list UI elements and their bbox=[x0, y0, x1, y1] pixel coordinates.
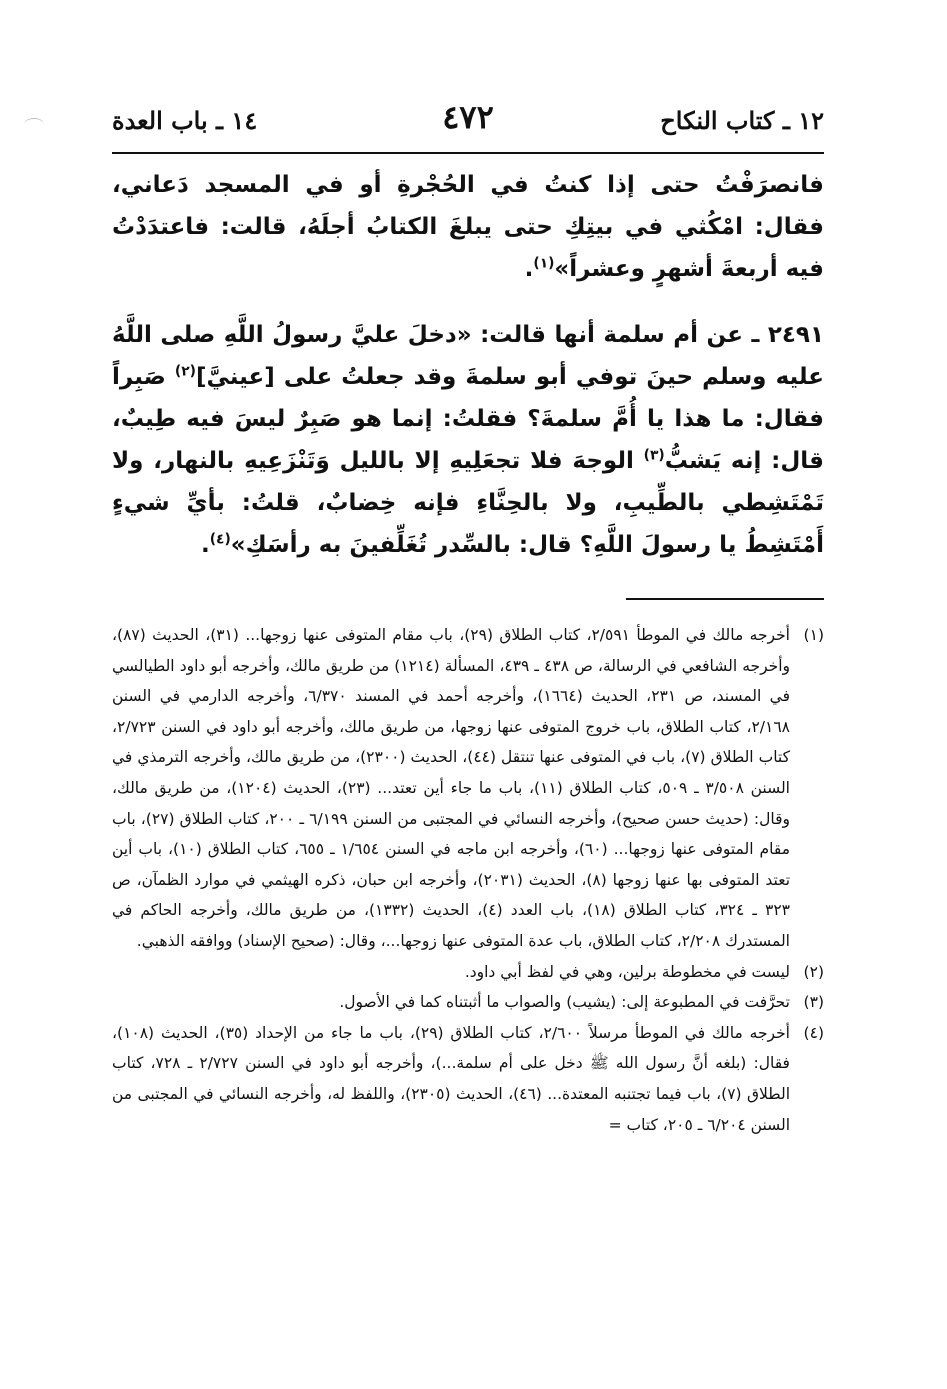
footnote-text: ليست في مخطوطة برلين، وهي في لفظ أبي داود. bbox=[464, 962, 790, 981]
footnote-ref-1: (١) bbox=[533, 255, 555, 272]
footnote-number: (٢) bbox=[803, 962, 824, 981]
footnote-number: (١) bbox=[803, 626, 824, 644]
paragraph-continuation: فانصرَفْتُ حتى إذا كنتُ في الحُجْرةِ أو في المسجد دَعاني، فقال: امْكُثي في بيتِكِ حتى يبلغَ الكتابُ أجلَهُ، قالت: فاعتدَدْتُ فيه أربعةَ أشهرٍ وعشراً»$^{(١)}$. bbox=[112, 172, 824, 282]
section-title: ١٤ ـ باب العدة bbox=[112, 106, 258, 135]
footnote-3 bbox=[112, 987, 824, 1018]
hadith-2491: ٢٤٩١ ـ عن أم سلمة أنها قالت: «دخلَ عليَّ رسولُ اللَّهِ صلى اللَّهُ عليه وسلم حينَ توفي أبو سلمةَ وقد جعلتُ على [عينيَّ]$^{(٢)}$ صَبِراً فقال: ما هذا يا أُمَّ سلمةَ؟ فقلتُ: إنما هو صَبِرٌ ليسَ فيه طِيبٌ، قال: إنه يَشبُّ$^{(٣)}$ الوجهَ فلا تجعَلِيهِ إلا بالليل وَتَنْزَعِيهِ بالنهار، ولا تَمْتَشِطي بالطِّيبِ، ولا بالحِنَّاءِ فإنه خِضابٌ، قلتُ: بأيِّ شيءٍ أَمْتَشِطُ يا رسولَ اللَّهِ؟ قال: بالسِّدر تُغَلِّفينَ به رأسَكِ»$^{(٤)}$. bbox=[112, 322, 825, 558]
footnote-ref-2: (٢) bbox=[174, 363, 196, 380]
footnote-rule bbox=[626, 598, 824, 600]
footnote-2 bbox=[112, 957, 824, 988]
header-rule bbox=[112, 152, 824, 154]
footnotes bbox=[112, 620, 824, 1140]
footnote-number: (٤) bbox=[803, 1023, 824, 1042]
footnote-4 bbox=[112, 1018, 824, 1140]
footnote-ref-3: (٣) bbox=[643, 447, 665, 464]
page-number: ٤٧٢ bbox=[442, 98, 494, 136]
running-header bbox=[112, 98, 824, 146]
main-text bbox=[112, 164, 824, 566]
footnote-1 bbox=[112, 620, 824, 957]
footnote-text: أخرجه مالك في الموطأ ٢/٥٩١، كتاب الطلاق (٢٩)، باب مقام المتوفى عنها زوجها... (٣١)، الحديث (٨٧)، وأخرجه الشافعي في الرسالة، ص ٤٣٨ ـ ٤٣٩، المسألة (١٢١٤) من طريق مالك، وأخرجه أبو داود الطيالسي في المسند، ص ٢٣١، الحديث (١٦٦٤)، وأخرجه أحمد في المسند ٦/٣٧٠، وأخرجه الدارمي في السنن ٢/١٦٨، كتاب الطلاق، باب خروج المتوفى عنها زوجها، من طريق مالك، وأخرجه أبو داود في السنن ٢/٧٢٣، كتاب الطلاق (٧)، باب في المتوفى عنها تنتقل (٤٤)، الحديث (٢٣٠٠)، من طريق مالك، وأخرجه الترمذي في السنن ٣/٥٠٨ ـ ٥٠٩، كتاب الطلاق (١١)، باب ما جاء أين تعتد... (٢٣)، الحديث (١٢٠٤)، من طريق مالك، وقال: (حديث حسن صحيح)، وأخرجه النسائي في المجتبى من السنن ٦/١٩٩ ـ ٢٠٠، كتاب الطلاق (٢٧)، باب مقام المتوفى عنها زوجها... (٦٠)، وأخرجه ابن ماجه في السنن ١/٦٥٤ ـ ٦٥٥، كتاب الطلاق (١٠)، باب أين تعتد المتوفى بها عنها زوجها (٨)، الحديث (٢٠٣١)، وأخرجه ابن حبان، ذكره الهيثمي في موارد الظمآن، ص ٣٢٣ ـ ٣٢٤، كتاب الطلاق (١٨)، باب العدد (٤)، الحديث (١٣٣٢)، من طريق مالك، وأخرجه الحاكم في المستدرك ٢/٢٠٨، كتاب الطلاق، باب عدة المتوفى عنها زوجها...، وقال: (صحيح الإسناد) ووافقه الذهبي. bbox=[112, 626, 791, 950]
footnote-ref-4: (٤) bbox=[209, 531, 231, 548]
footnote-text: تحرَّفت في المطبوعة إلى: (يشيب) والصواب ما أثبتناه كما في الأصول. bbox=[339, 993, 790, 1012]
footnote-number: (٣) bbox=[803, 993, 824, 1012]
chapter-title: ١٢ ـ كتاب النكاح bbox=[660, 106, 824, 135]
scan-artifact bbox=[24, 118, 44, 131]
footnote-text: أخرجه مالك في الموطأ مرسلاً ٢/٦٠٠، كتاب الطلاق (٢٩)، باب ما جاء من الإحداد (٣٥)، الحديث (١٠٨)، فقال: (بلغه أنَّ رسول الله ﷺ دخل على أم سلمة...)، وأخرجه أبو داود في السنن ٢/٧٢٧ ـ ٧٢٨، كتاب الطلاق (٧)، باب فيما تجتنبه المعتدة... (٤٦)، الحديث (٢٣٠٥)، واللفظ له، وأخرجه النسائي في المجتبى من السنن ٦/٢٠٤ ـ ٢٠٥، كتاب = bbox=[112, 1023, 791, 1134]
